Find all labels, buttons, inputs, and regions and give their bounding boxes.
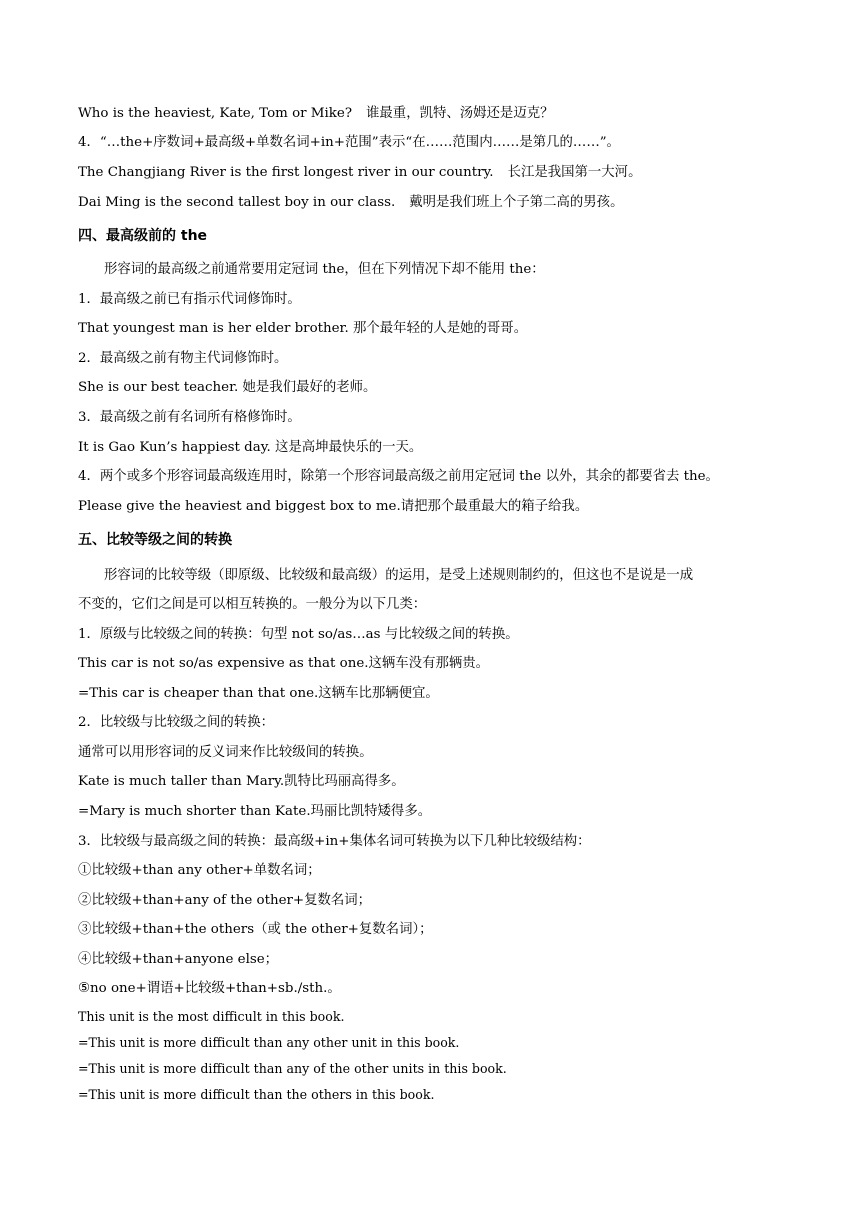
example-sentence: That youngest man is her elder brother. 那个最年轻的人是她的哥哥。 <box>78 321 528 336</box>
example-sentence: =This car is cheaper than that one.这辆车比那辆便宜。 <box>78 686 439 701</box>
pattern-item: ⑤no one+谓语+比较级+than+sb./sth.。 <box>78 981 341 996</box>
example-sentence: =This unit is more difficult than the others in this book. <box>78 1087 435 1102</box>
section-heading: 四、最高级前的 the <box>78 228 208 244</box>
pattern-item: ②比较级+than+any of the other+复数名词； <box>78 893 372 908</box>
example-sentence: =This unit is more difficult than any other unit in this book. <box>78 1035 460 1050</box>
example-sentence: It is Gao Kun’s happiest day. 这是高坤最快乐的一天。 <box>78 440 423 455</box>
example-sentence: Dai Ming is the second tallest boy in our class. 戴明是我们班上个子第二高的男孩。 <box>78 195 624 210</box>
rule-item: 4．两个或多个形容词最高级连用时，除第一个形容词最高级之前用定冠词 the 以外，其余的都要省去 the。 <box>78 469 719 484</box>
paragraph: 不变的，它们之间是可以相互转换的。一般分为以下几类： <box>78 597 427 612</box>
example-sentence: She is our best teacher. 她是我们最好的老师。 <box>78 380 377 395</box>
example-sentence: Kate is much taller than Mary.凯特比玛丽高得多。 <box>78 774 405 789</box>
rule-item: 1．原级与比较级之间的转换：句型 not so/as…as 与比较级之间的转换。 <box>78 627 519 642</box>
rule-item: 4．“…the+序数词+最高级+单数名词+in+范围”表示“在……范围内……是第几的……”。 <box>78 135 620 150</box>
rule-item: 2．最高级之前有物主代词修饰时。 <box>78 351 288 366</box>
example-sentence: This unit is the most difficult in this book. <box>78 1009 345 1024</box>
paragraph: 通常可以用形容词的反义词来作比较级间的转换。 <box>78 745 373 760</box>
example-sentence: This car is not so/as expensive as that one.这辆车没有那辆贵。 <box>78 656 490 671</box>
pattern-item: ③比较级+than+the others（或 the other+复数名词）； <box>78 922 433 937</box>
paragraph: 形容词的最高级之前通常要用定冠词 the，但在下列情况下却不能用 the： <box>104 262 545 277</box>
section-heading: 五、比较等级之间的转换 <box>78 532 232 548</box>
paragraph: 形容词的比较等级（即原级、比较级和最高级）的运用，是受上述规则制约的，但这也不是说是一成 <box>104 568 694 583</box>
pattern-item: ④比较级+than+anyone else； <box>78 952 279 967</box>
example-sentence: =Mary is much shorter than Kate.玛丽比凯特矮得多。 <box>78 804 432 819</box>
rule-item: 3．比较级与最高级之间的转换：最高级+in+集体名词可转换为以下几种比较级结构： <box>78 834 591 849</box>
rule-item: 2．比较级与比较级之间的转换： <box>78 715 274 730</box>
example-sentence: =This unit is more difficult than any of the other units in this book. <box>78 1061 507 1076</box>
rule-item: 3．最高级之前有名词所有格修饰时。 <box>78 410 301 425</box>
example-sentence: The Changjiang River is the first longest river in our country. 长江是我国第一大河。 <box>78 165 642 180</box>
rule-item: 1．最高级之前已有指示代词修饰时。 <box>78 292 301 307</box>
pattern-item: ①比较级+than any other+单数名词； <box>78 863 321 878</box>
example-sentence: Please give the heaviest and biggest box to me.请把那个最重最大的箱子给我。 <box>78 499 589 514</box>
example-sentence: Who is the heaviest, Kate, Tom or Mike? 谁最重，凯特、汤姆还是迈克？ <box>78 106 554 121</box>
